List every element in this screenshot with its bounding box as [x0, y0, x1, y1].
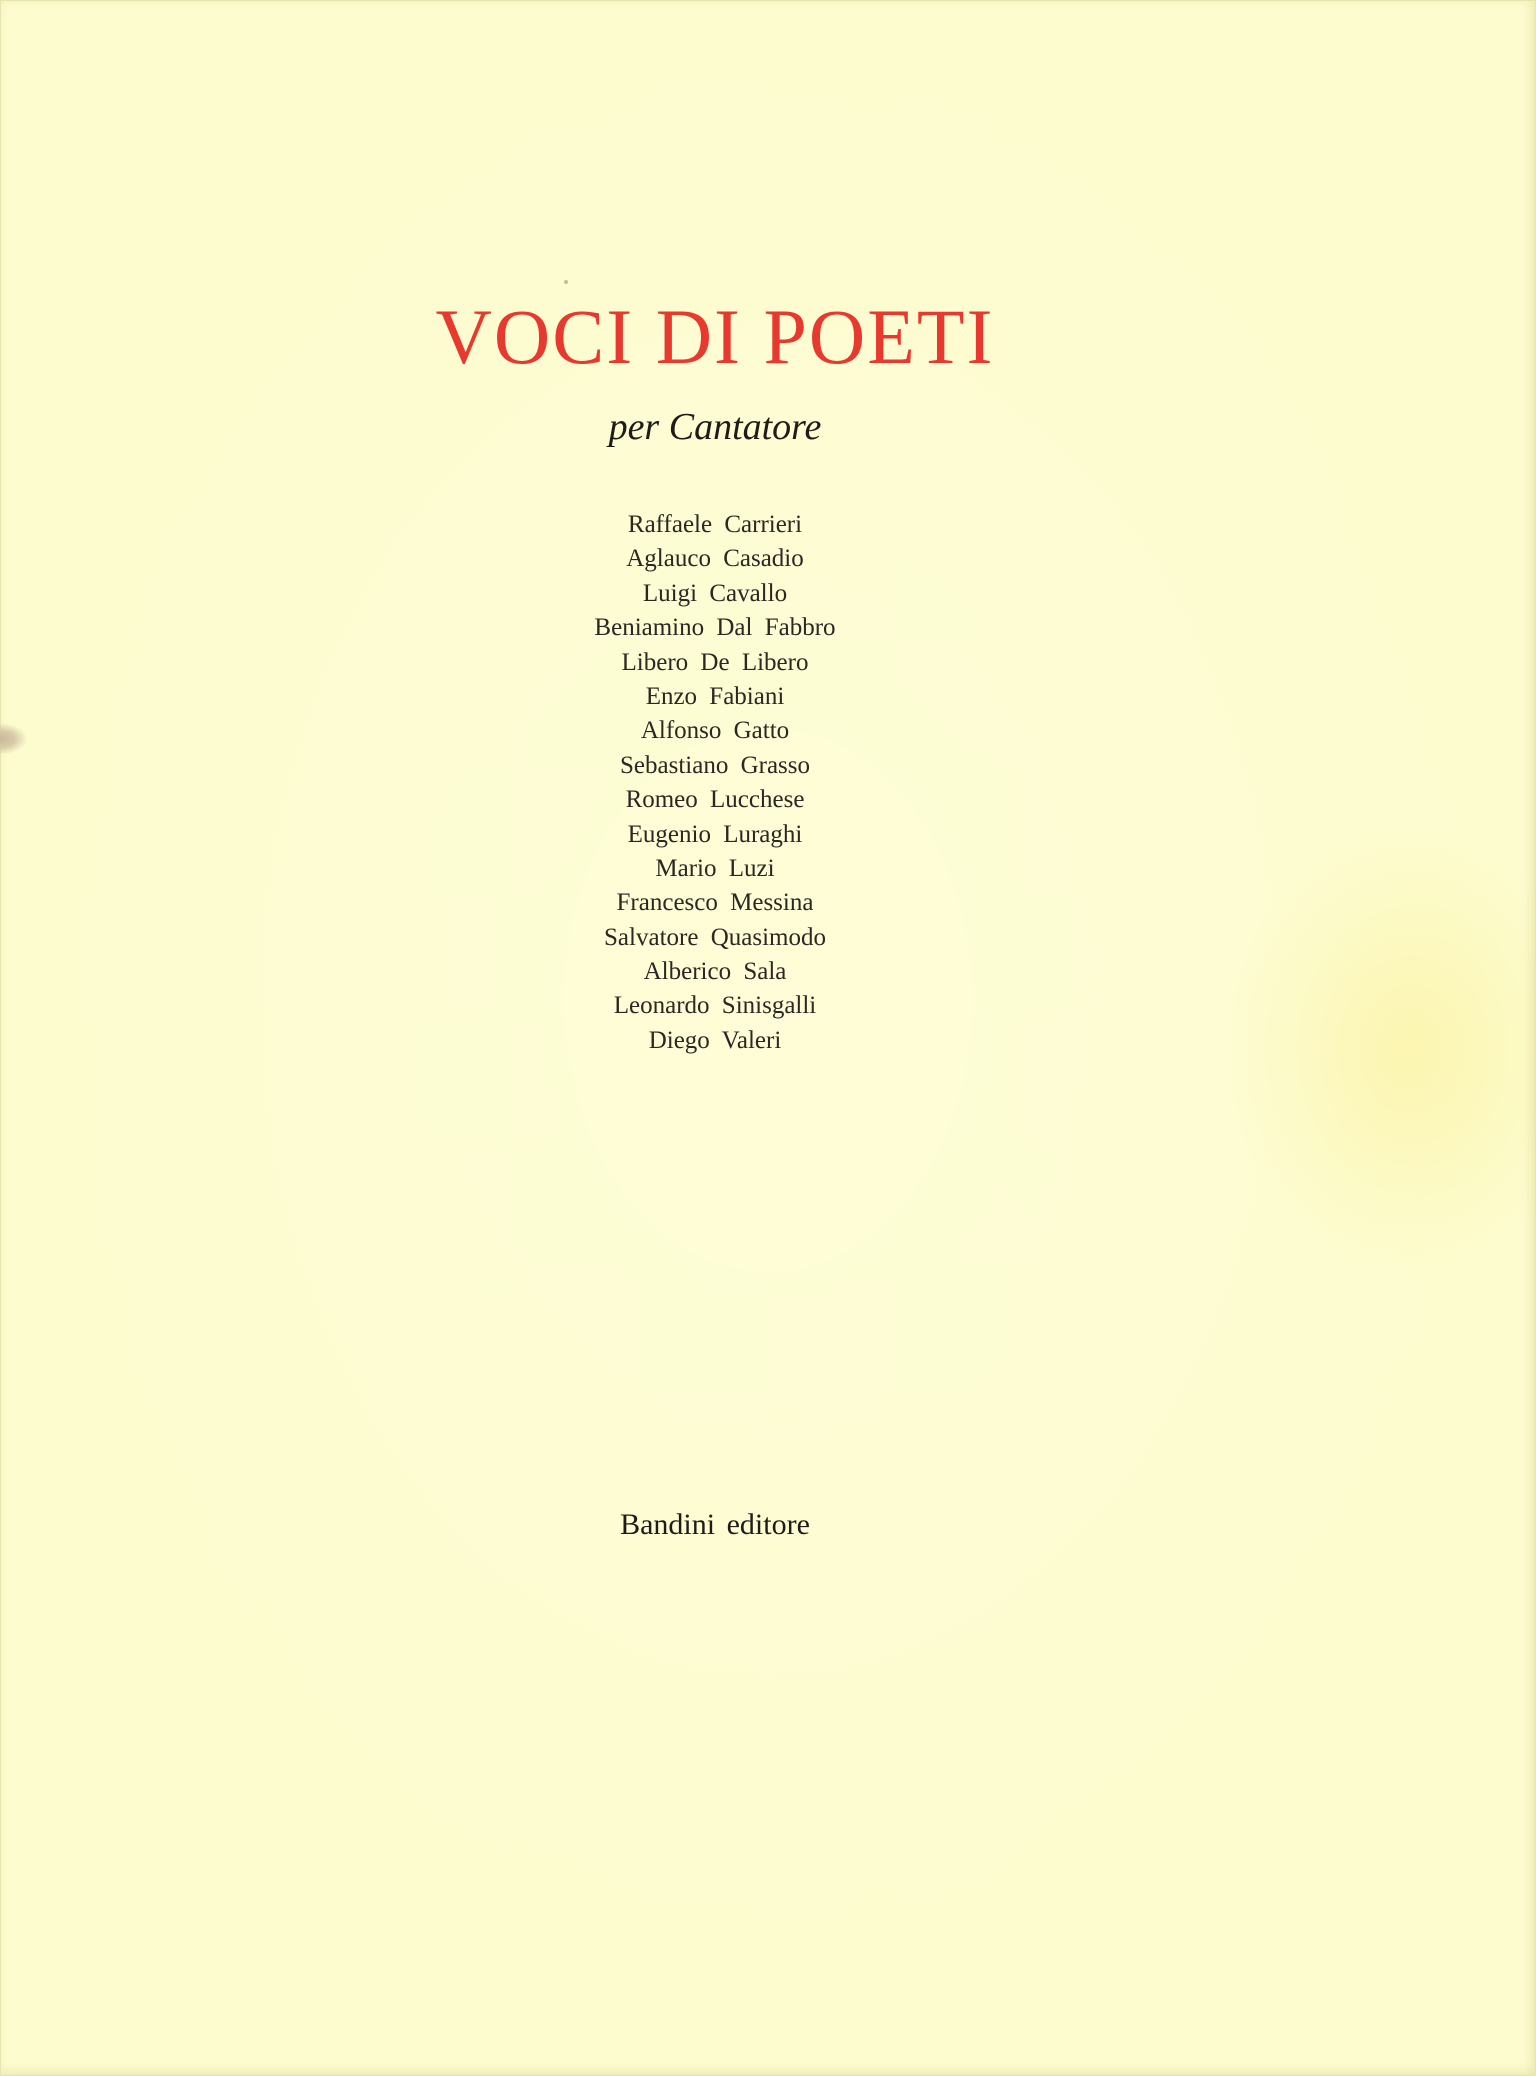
author-name: Francesco Messina	[616, 889, 814, 917]
author-name: Enzo Fabiani	[645, 682, 785, 710]
author-name: Diego Valeri	[648, 1026, 782, 1054]
author-name: Mario Luzi	[655, 854, 775, 882]
author-name: Alberico Sala	[643, 958, 787, 986]
cover-subtitle: per Cantatore	[608, 406, 822, 448]
author-name: Raffaele Carrieri	[627, 511, 803, 538]
author-name: Salvatore Quasimodo	[604, 923, 826, 951]
author-name: Sebastiano Grasso	[620, 751, 810, 779]
cover-title: VOCI DI POETI	[435, 293, 995, 380]
author-name: Alfonso Gatto	[640, 717, 790, 745]
author-list	[0, 508, 1430, 1058]
publisher-name: Bandini editore	[620, 1508, 810, 1541]
paper-speck	[564, 280, 568, 284]
author-name: Eugenio Luraghi	[627, 820, 803, 848]
author-name: Beniamino Dal Fabbro	[594, 614, 836, 642]
author-name: Romeo Lucchese	[625, 786, 805, 814]
author-name: Aglauco Casadio	[626, 545, 804, 573]
author-name: Luigi Cavallo	[642, 579, 788, 607]
author-name: Libero De Libero	[621, 648, 809, 676]
author-name: Leonardo Sinisgalli	[613, 992, 817, 1020]
